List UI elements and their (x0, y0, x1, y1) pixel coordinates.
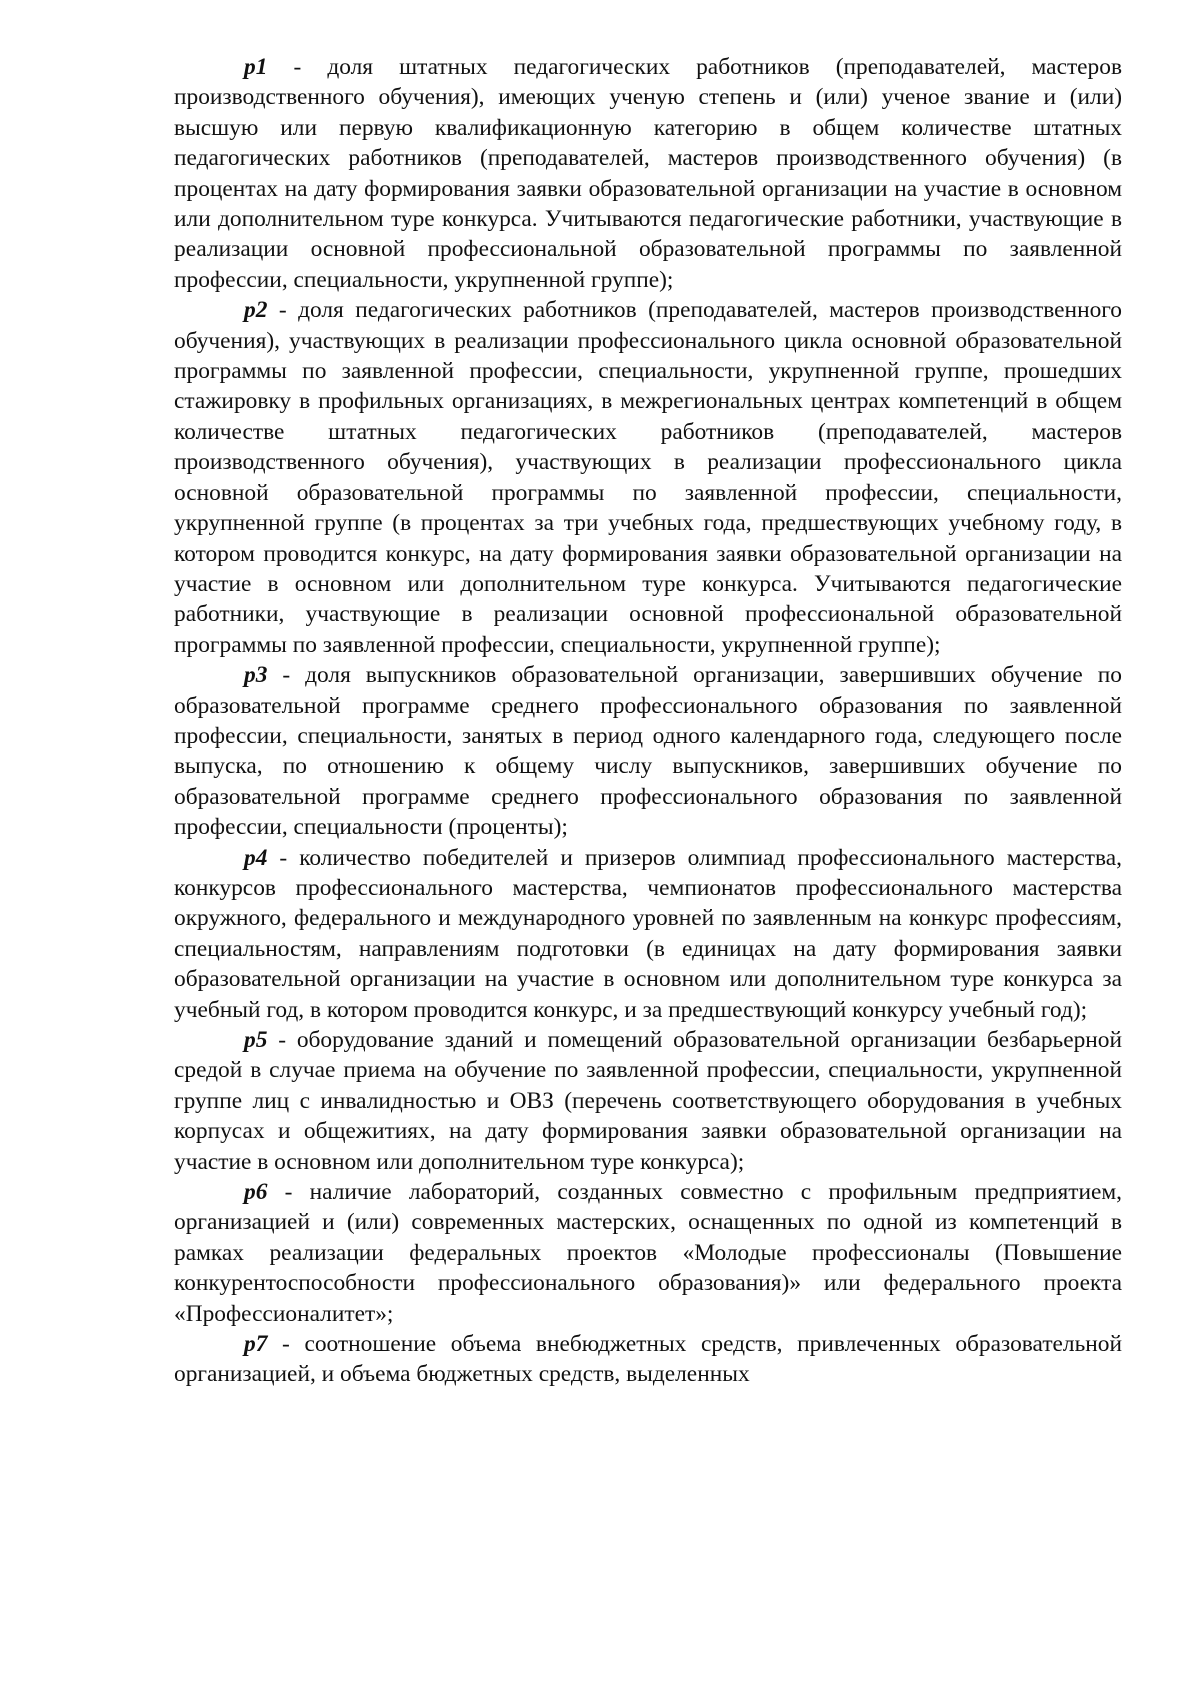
paragraph-text: - доля выпускников образовательной организации, завершивших обучение по образовательной программе среднего профессионального образования по заявленной профессии, специальности, занятых в период одного календарного года, следующего после выпуска, по отношению к общему числу выпускников, завершивших обучение по образовательной программе среднего профессионального образования по заявленной профессии, специальности (проценты); (174, 662, 1122, 841)
variable-label: p2 (244, 297, 268, 324)
variable-label: p3 (244, 662, 268, 689)
paragraph-text: - количество победителей и призеров олимпиад профессионального мастерства, конкурсов профессионального мастерства, чемпионатов профессионального мастерства окружного, федерального и международного уровней по заявленным на конкурс профессиям, специальностям, направлениям подготовки (в единицах на дату формирования заявки образовательной организации на участие в основном или дополнительном туре конкурса за учебный год, в котором проводится конкурс, и за предшествующий конкурсу учебный год); (174, 844, 1122, 1023)
paragraph-p3 (174, 660, 1122, 842)
variable-label: p7 (244, 1331, 268, 1358)
paragraph-p1 (174, 52, 1122, 295)
paragraph-p6 (174, 1177, 1122, 1329)
variable-label: p6 (244, 1179, 268, 1206)
paragraph-p2 (174, 295, 1122, 660)
document-page (174, 52, 1122, 1390)
paragraph-p4 (174, 843, 1122, 1025)
variable-label: p4 (244, 844, 268, 871)
paragraph-text: - доля педагогических работников (преподавателей, мастеров производственного обучения), участвующих в реализации профессионального цикла основной образовательной программы по заявленной профессии, специальности, укрупненной группе, прошедших стажировку в профильных организациях, в межрегиональных центрах компетенций в общем количестве штатных педагогических работников (преподавателей, мастеров производственного обучения), участвующих в реализации профессионального цикла основной образовательной программы по заявленной профессии, специальности, укрупненной группе (в процентах за три учебных года, предшествующих учебному году, в котором проводится конкурс, на дату формирования заявки образовательной организации на участие в основном или дополнительном туре конкурса. Учитываются педагогические работники, участвующие в реализации основной профессиональной образовательной программы по заявленной профессии, специальности, укрупненной группе); (174, 297, 1122, 658)
paragraph-text: - доля штатных педагогических работников (преподавателей, мастеров производственного обучения), имеющих ученую степень и (или) ученое звание и (или) высшую или первую квалификационную категорию в общем количестве штатных педагогических работников (преподавателей, мастеров производственного обучения) (в процентах на дату формирования заявки образовательной организации на участие в основном или дополнительном туре конкурса. Учитываются педагогические работники, участвующие в реализации основной профессиональной образовательной программы по заявленной профессии, специальности, укрупненной группе); (174, 54, 1122, 293)
paragraph-p5 (174, 1025, 1122, 1177)
variable-label: p1 (244, 54, 268, 80)
paragraph-text: - наличие лабораторий, созданных совместно с профильным предприятием, организацией и (или) современных мастерских, оснащенных по одной из компетенций в рамках реализации федеральных проектов «Молодые профессионалы (Повышение конкурентоспособности профессионального образования)» или федерального проекта «Профессионалитет»; (174, 1179, 1122, 1327)
paragraph-text: - соотношение объема внебюджетных средств, привлеченных образовательной организацией, и объема бюджетных средств, выделенных (174, 1331, 1122, 1388)
paragraph-text: - оборудование зданий и помещений образовательной организации безбарьерной средой в случае приема на обучение по заявленной профессии, специальности, укрупненной группе лиц с инвалидностью и ОВЗ (перечень соответствующего оборудования в учебных корпусах и общежитиях, на дату формирования заявки образовательной организации на участие в основном или дополнительном туре конкурса); (174, 1027, 1122, 1175)
paragraph-p7 (174, 1329, 1122, 1390)
variable-label: p5 (244, 1027, 268, 1053)
